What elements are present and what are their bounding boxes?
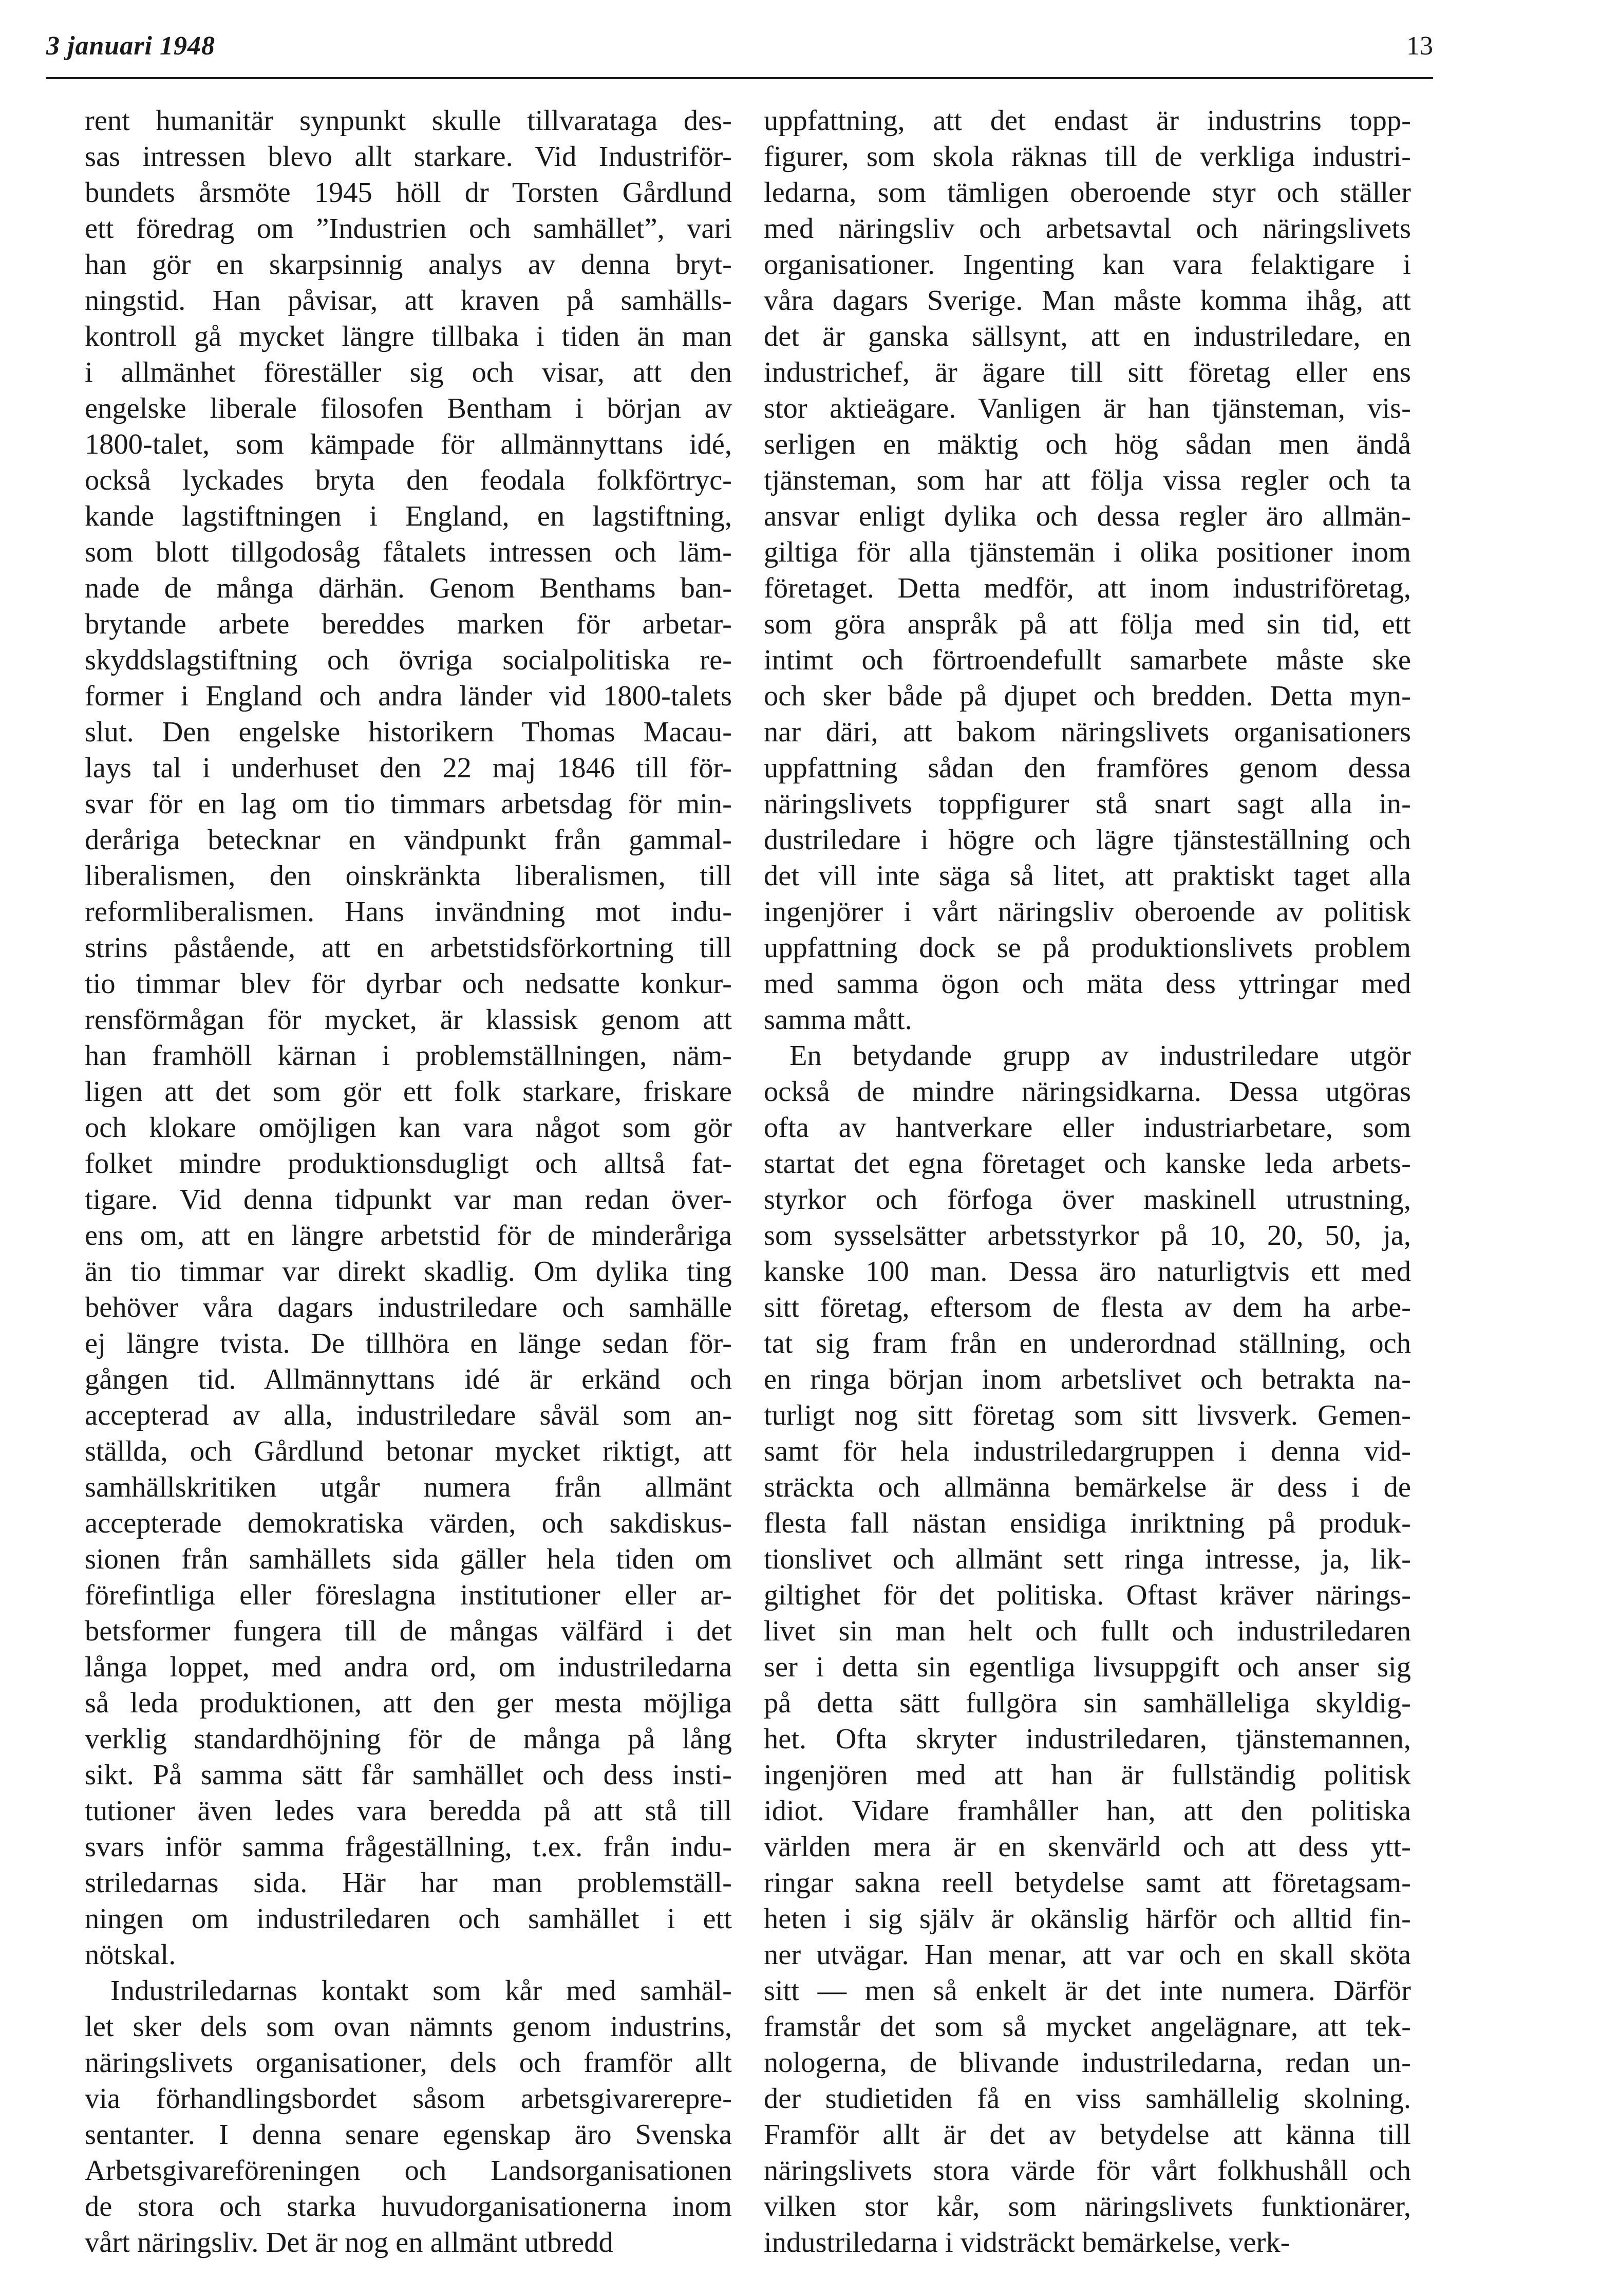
text-line: ingenjören med att han är fullständig politisk <box>764 1759 1411 1791</box>
text-line: intimt och förtroendefullt samarbete måste ske <box>764 644 1411 676</box>
text-line: ansvar enligt dylika och dessa regler äro allmän- <box>764 500 1411 532</box>
text-line: Framför allt är det av betydelse att känna till <box>764 2119 1411 2151</box>
text-line: flesta fall nästan ensidiga inriktning på produk- <box>764 1507 1411 1539</box>
text-line: tutioner även ledes vara beredda på att stå till <box>85 1795 732 1827</box>
text-line: ningen om industriledaren och samhället i ett <box>85 1903 732 1935</box>
text-line: Industriledarnas kontakt som kår med samhäl- <box>110 1975 732 2007</box>
text-line: kanske 100 man. Dessa äro naturligtvis ett med <box>764 1256 1411 1287</box>
text-line: också lyckades bryta den feodala folkförtryc- <box>85 464 732 496</box>
text-line: sionen från samhällets sida gäller hela tiden om <box>85 1543 732 1575</box>
text-line: sitt — men så enkelt är det inte numera. Därför <box>764 1975 1411 2007</box>
text-line: ledarna, som tämligen oberoende styr och ställer <box>764 177 1411 209</box>
text-line: tjänsteman, som har att följa vissa regler och ta <box>764 464 1411 496</box>
text-line: ej längre tvista. De tillhöra en länge sedan för- <box>85 1328 732 1359</box>
text-line: samt för hela industriledargruppen i denna vid- <box>764 1435 1411 1467</box>
text-line: verklig standardhöjning för de många på lång <box>85 1723 732 1755</box>
text-line: sentanter. I denna senare egenskap äro Svenska <box>85 2119 732 2151</box>
text-line: startat det egna företaget och kanske leda arbets- <box>764 1148 1411 1180</box>
text-line: uppfattning sådan den framföres genom dessa <box>764 752 1411 784</box>
text-line: näringslivets stora värde för vårt folkhushåll och <box>764 2155 1411 2187</box>
text-line: der studietiden få en viss samhällelig skolning. <box>764 2083 1411 2115</box>
text-line: näringslivets organisationer, dels och framför allt <box>85 2047 732 2079</box>
text-line: idiot. Vidare framhåller han, att den politiska <box>764 1795 1411 1827</box>
text-line: nar däri, att bakom näringslivets organisationers <box>764 716 1411 748</box>
text-line: våra dagars Sverige. Man måste komma ihåg, att <box>764 285 1411 316</box>
text-line: rensförmågan för mycket, är klassisk genom att <box>85 1004 732 1036</box>
text-line: sas intressen blevo allt starkare. Vid Industriför- <box>85 141 732 173</box>
text-line: Arbetsgivareföreningen och Landsorganisationen <box>85 2155 732 2187</box>
text-line: heten i sig själv är okänslig härför och alltid fin- <box>764 1903 1411 1935</box>
text-line: ser i detta sin egentliga livsuppgift och anser sig <box>764 1651 1411 1683</box>
text-line: bundets årsmöte 1945 höll dr Torsten Gårdlund <box>85 177 732 209</box>
text-line: ens om, att en längre arbetstid för de minderåriga <box>85 1220 732 1252</box>
text-line: betsformer fungera till de mångas välfärd i det <box>85 1615 732 1647</box>
text-line: striledarnas sida. Här har man problemställ- <box>85 1867 732 1899</box>
text-line: ligen att det som gör ett folk starkare, friskare <box>85 1076 732 1108</box>
text-line: nötskal. <box>85 1939 176 1971</box>
text-line: skyddslagstiftning och övriga socialpolitiska re- <box>85 644 732 676</box>
page-number: 13 <box>1406 31 1433 61</box>
text-line: 1800-talet, som kämpade för allmännyttans idé, <box>85 428 732 460</box>
text-line: ett föredrag om ”Industrien och samhället”, vari <box>85 213 732 245</box>
text-line: sikt. På samma sätt får samhället och dess insti- <box>85 1759 732 1791</box>
text-line: det vill inte säga så litet, att praktiskt taget alla <box>764 860 1411 892</box>
text-line: livet sin man helt och fullt och industriledaren <box>764 1615 1411 1647</box>
text-line: figurer, som skola räknas till de verkliga industri- <box>764 141 1411 173</box>
text-line: ingenjörer i vårt näringsliv oberoende av politisk <box>764 896 1411 928</box>
text-line: kande lagstiftningen i England, en lagstiftning, <box>85 500 732 532</box>
text-line: ringar sakna reell betydelse samt att företagsam- <box>764 1867 1411 1899</box>
text-line: tio timmar blev för dyrbar och nedsatte konkur- <box>85 968 732 1000</box>
text-line: let sker dels som ovan nämnts genom industrins, <box>85 2011 732 2043</box>
text-line: tigare. Vid denna tidpunkt var man redan över- <box>85 1184 732 1216</box>
header-date: 3 januari 1948 <box>46 31 215 61</box>
text-line: långa loppet, med andra ord, om industriledarna <box>85 1651 732 1683</box>
text-line: deråriga betecknar en vändpunkt från gammal- <box>85 824 732 856</box>
text-line: ningstid. Han påvisar, att kraven på samhälls- <box>85 285 732 316</box>
text-line: än tio timmar var direkt skadlig. Om dylika ting <box>85 1256 732 1287</box>
text-line: reformliberalismen. Hans invändning mot indu- <box>85 896 732 928</box>
text-line: som göra anspråk på att följa med sin tid, ett <box>764 608 1411 640</box>
text-line: het. Ofta skryter industriledaren, tjänstemannen, <box>764 1723 1411 1755</box>
text-line: det är ganska sällsynt, att en industriledare, en <box>764 321 1411 352</box>
page-header <box>46 31 1433 77</box>
text-line: han gör en skarpsinnig analys av denna bryt- <box>85 249 732 281</box>
text-line: liberalismen, den oinskränkta liberalismen, till <box>85 860 732 892</box>
text-line: behöver våra dagars industriledare och samhälle <box>85 1292 732 1323</box>
text-line: företaget. Detta medför, att inom industriföretag, <box>764 572 1411 604</box>
text-line: via förhandlingsbordet såsom arbetsgivarerepre- <box>85 2083 732 2115</box>
text-line: industriledarna i vidsträckt bemärkelse, verk- <box>764 2227 1290 2258</box>
text-line: tat sig fram från en underordnad ställning, och <box>764 1328 1411 1359</box>
text-line: serligen en mäktig och hög sådan men ändå <box>764 428 1411 460</box>
right-column <box>764 103 1411 2261</box>
text-line: en ringa början inom arbetslivet och betrakta na- <box>764 1364 1411 1395</box>
text-line: vårt näringsliv. Det är nog en allmänt utbredd <box>85 2227 613 2258</box>
text-line: och klokare omöjligen kan vara något som gör <box>85 1112 732 1144</box>
text-line: svars inför samma frågeställning, t.ex. från indu- <box>85 1831 732 1863</box>
text-line: folket mindre produktionsdugligt och alltså fat- <box>85 1148 732 1180</box>
text-line: som blott tillgodosåg fåtalets intressen och läm- <box>85 536 732 568</box>
text-line: världen mera är en skenvärld och att dess ytt- <box>764 1831 1411 1863</box>
text-line: gången tid. Allmännyttans idé är erkänd och <box>85 1364 732 1395</box>
text-line: näringslivets toppfigurer stå snart sagt alla in- <box>764 788 1411 820</box>
text-line: brytande arbete bereddes marken för arbetar- <box>85 608 732 640</box>
text-line: sitt företag, eftersom de flesta av dem ha arbe- <box>764 1292 1411 1323</box>
text-line: giltiga för alla tjänstemän i olika positioner inom <box>764 536 1411 568</box>
text-line: industrichef, är ägare till sitt företag eller ens <box>764 357 1411 388</box>
text-line: styrkor och förfoga över maskinell utrustning, <box>764 1184 1411 1216</box>
text-line: de stora och starka huvudorganisationerna inom <box>85 2191 732 2223</box>
text-line: svar för en lag om tio timmars arbetsdag för min- <box>85 788 732 820</box>
text-line: engelske liberale filosofen Bentham i början av <box>85 393 732 424</box>
text-line: framstår det som så mycket angelägnare, att tek- <box>764 2011 1411 2043</box>
text-line: slut. Den engelske historikern Thomas Macau- <box>85 716 732 748</box>
header-divider <box>46 77 1433 79</box>
text-line: former i England och andra länder vid 1800-talets <box>85 680 732 712</box>
text-line: En betydande grupp av industriledare utgör <box>789 1040 1411 1072</box>
text-line: samma mått. <box>764 1004 912 1036</box>
left-column <box>85 103 732 2261</box>
text-line: stor aktieägare. Vanligen är han tjänsteman, vis- <box>764 393 1411 424</box>
text-line: accepterade demokratiska värden, och sakdiskus- <box>85 1507 732 1539</box>
text-line: ställda, och Gårdlund betonar mycket riktigt, att <box>85 1435 732 1467</box>
text-line: nologerna, de blivande industriledarna, redan un- <box>764 2047 1411 2079</box>
text-line: också de mindre näringsidkarna. Dessa utgöras <box>764 1076 1411 1108</box>
text-line: kontroll gå mycket längre tillbaka i tiden än man <box>85 321 732 352</box>
text-line: vilken stor kår, som näringslivets funktionärer, <box>764 2191 1411 2223</box>
text-line: strins påstående, att en arbetstidsförkortning till <box>85 932 732 964</box>
text-line: med näringsliv och arbetsavtal och näringslivets <box>764 213 1411 245</box>
text-line: rent humanitär synpunkt skulle tillvarataga des- <box>85 105 732 137</box>
text-line: och sker både på djupet och bredden. Detta myn- <box>764 680 1411 712</box>
text-line: tionslivet och allmänt sett ringa intresse, ja, lik- <box>764 1543 1411 1575</box>
text-line: uppfattning dock se på produktionslivets problem <box>764 932 1411 964</box>
text-line: lays tal i underhuset den 22 maj 1846 till för- <box>85 752 732 784</box>
text-line: han framhöll kärnan i problemställningen, näm- <box>85 1040 732 1072</box>
text-line: uppfattning, att det endast är industrins topp- <box>764 105 1411 137</box>
text-line: nade de många därhän. Genom Benthams ban- <box>85 572 732 604</box>
text-line: förefintliga eller föreslagna institutioner eller ar- <box>85 1579 732 1611</box>
text-line: på detta sätt fullgöra sin samhälleliga skyldig- <box>764 1687 1411 1719</box>
text-line: ofta av hantverkare eller industriarbetare, som <box>764 1112 1411 1144</box>
text-line: accepterad av alla, industriledare såväl som an- <box>85 1399 732 1431</box>
text-line: sträckta och allmänna bemärkelse är dess i de <box>764 1471 1411 1503</box>
text-line: så leda produktionen, att den ger mesta möjliga <box>85 1687 732 1719</box>
text-line: samhällskritiken utgår numera från allmänt <box>85 1471 732 1503</box>
text-line: som sysselsätter arbetsstyrkor på 10, 20, 50, ja, <box>764 1220 1411 1252</box>
text-line: med samma ögon och mäta dess yttringar med <box>764 968 1411 1000</box>
text-line: ner utvägar. Han menar, att var och en skall sköta <box>764 1939 1411 1971</box>
text-line: dustriledare i högre och lägre tjänsteställning och <box>764 824 1411 856</box>
text-line: organisationer. Ingenting kan vara felaktigare i <box>764 249 1411 281</box>
text-line: i allmänhet föreställer sig och visar, att den <box>85 357 732 388</box>
text-line: turligt nog sitt företag som sitt livsverk. Gemen- <box>764 1399 1411 1431</box>
text-line: giltighet för det politiska. Oftast kräver närings- <box>764 1579 1411 1611</box>
